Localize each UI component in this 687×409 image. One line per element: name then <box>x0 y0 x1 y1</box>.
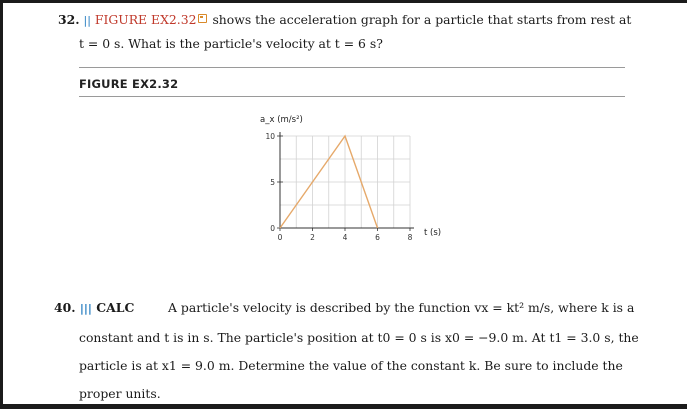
figure-top-rule <box>79 67 625 68</box>
tick-labels <box>265 132 412 242</box>
y-tick-label: 0 <box>270 224 275 233</box>
problem-32-number: 32. <box>58 12 80 27</box>
x-tick-label: 0 <box>277 233 283 242</box>
problem-32-difficulty: || <box>83 14 91 27</box>
frame-left-border <box>0 0 3 409</box>
problem-40-header <box>54 300 134 315</box>
problem-32-text-1: shows the acceleration graph for a particle that starts from rest at <box>212 12 632 27</box>
x-tick-label: 8 <box>407 233 413 242</box>
x-tick-label: 6 <box>375 233 380 242</box>
y-tick-label: 5 <box>270 178 275 187</box>
frame-top-border <box>0 0 687 3</box>
figure-caption-rule <box>79 96 625 97</box>
frame-bottom-border <box>0 404 687 409</box>
grid-lines <box>280 136 410 228</box>
problem-40-line-1: A particle's velocity is described by the function vx = kt² m/s, where k is a <box>168 300 635 315</box>
problem-32-line-1 <box>58 12 658 27</box>
problem-32-line-2 <box>79 36 639 51</box>
figure-caption: FIGURE EX2.32 <box>79 77 179 91</box>
problem-40-line-4: proper units. <box>79 386 161 401</box>
problem-32-text-2: t = 0 s. What is the particle's velocity at t = 6 s? <box>79 36 383 51</box>
y-axis-label: a_x (m/s²) <box>260 115 303 125</box>
figure-ex2-32-link[interactable]: FIGURE EX2.32 <box>94 12 197 27</box>
y-tick-label: 10 <box>265 132 275 141</box>
calc-tag: CALC <box>96 300 135 315</box>
x-tick-label: 2 <box>310 233 315 242</box>
problem-40-line-3: particle is at x1 = 9.0 m. Determine the value of the constant k. Be sure to include the <box>79 358 623 373</box>
problem-40-number: 40. <box>54 300 76 315</box>
x-tick-label: 4 <box>342 233 348 242</box>
problem-40-difficulty: ||| <box>79 302 92 315</box>
x-axis-label: t (s) <box>424 228 442 238</box>
acceleration-graph <box>240 108 460 258</box>
problem-40-line-2: constant and t is in s. The particle's position at t0 = 0 s is x0 = −9.0 m. At t1 = 3.0 s, the <box>79 330 639 345</box>
figure-popup-icon[interactable] <box>198 14 207 23</box>
